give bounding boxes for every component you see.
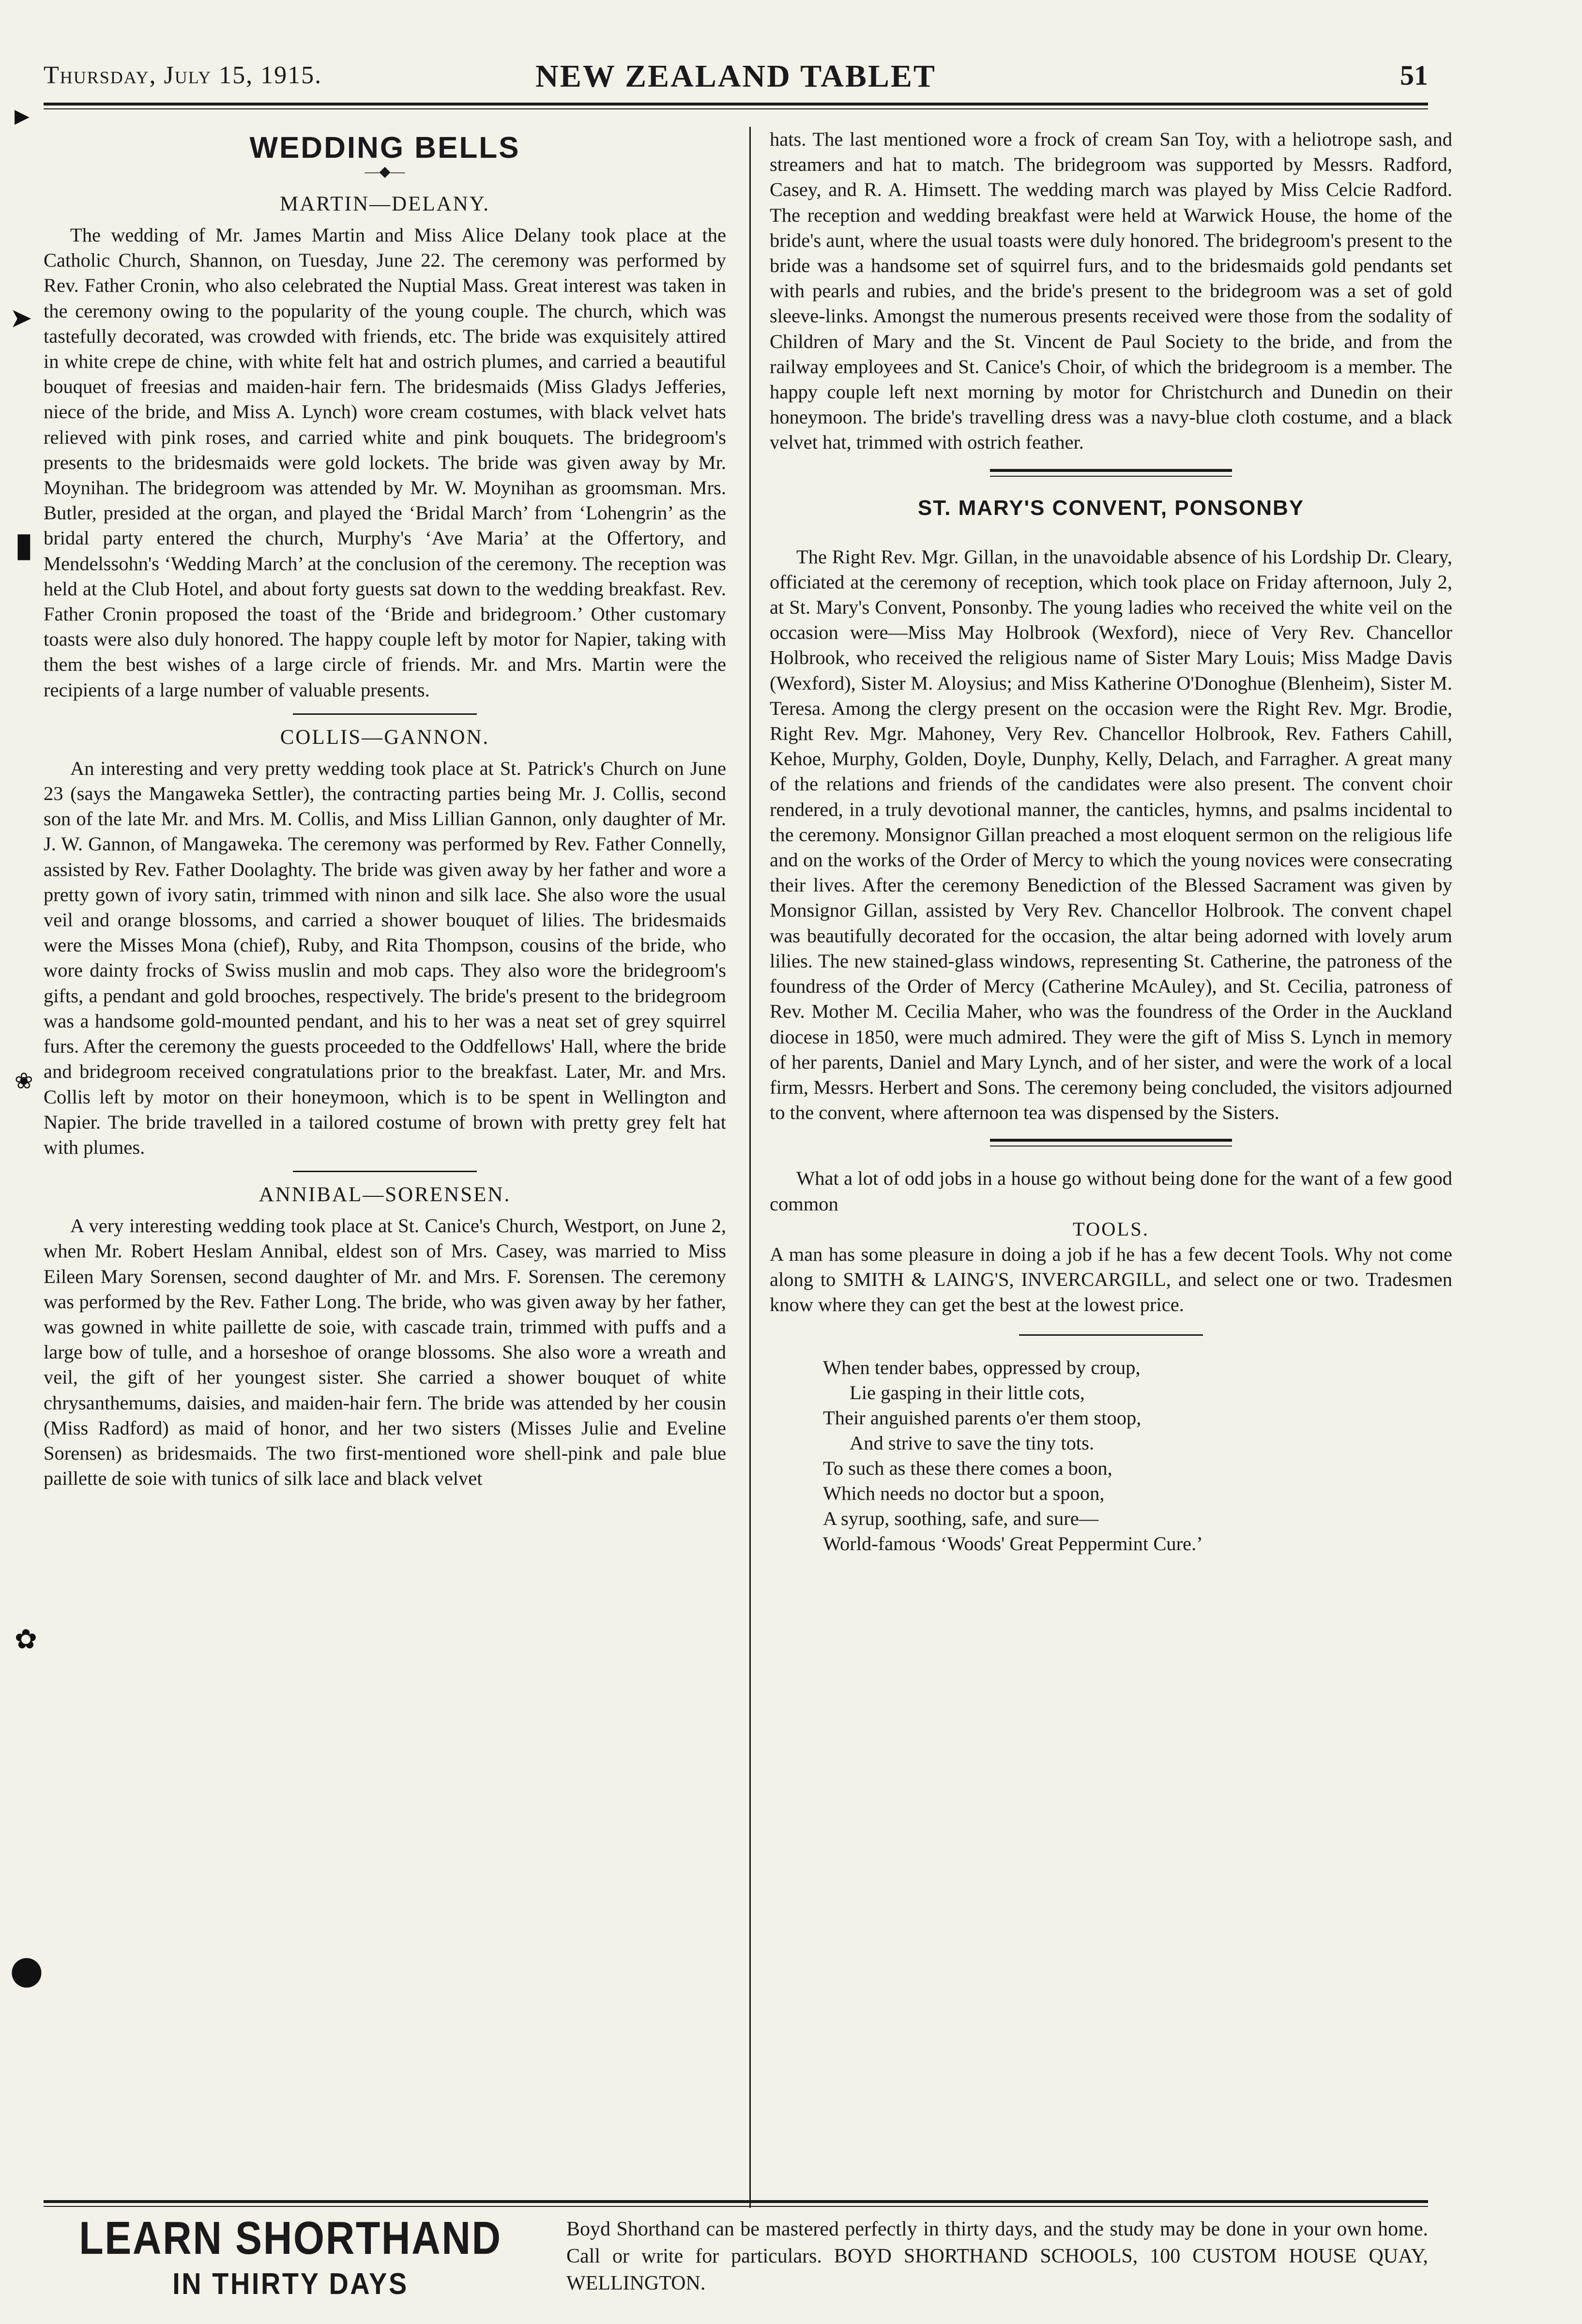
double-rule: [990, 1139, 1232, 1147]
tools-ad-body: A man has some pleasure in doing a job if he has a few decent Tools. Why not come along to SMITH & LAING'S, INVERCARGILL, and select one or two. Tradesmen know where they can get the best at the lowest price.: [770, 1243, 1452, 1316]
article-body-annibal-sorensen: A very interesting wedding took place at St. Canice's Church, Westport, on June 2, when Mr. Robert Heslam Annibal, eldest son of Mrs. Casey, was married to Miss Eileen Mary Sorensen, second daughter of Mr. and Mrs. F. Sorensen. The ceremony was performed by the Rev. Father Long. The bride, who was given away by her father, was gowned in white paillette de soie, with cascade train, trimmed with puffs and a large bow of tulle, and a horseshoe of orange blossoms. She also wore a wreath and veil, the gift of her youngest sister. She carried a shower bouquet of white chrysanthemums, daisies, and maiden-hair fern. The bride was attended by her cousin (Miss Radford) as maid of honor, and her two sisters (Misses Julie and Eveline Sorensen) as bridesmaids. The two first-mentioned wore shell-pink and pale blue paillette de soie with tunics of silk lace and black velvet: [44, 1215, 726, 1490]
divider-rule: [1019, 1334, 1203, 1336]
double-rule: [990, 469, 1232, 477]
fleuron-icon: ✿: [15, 1624, 37, 1655]
masthead: [44, 58, 1428, 102]
shorthand-ad-body: Boyd Shorthand can be mastered perfectly in thirty days, and the study may be done in your own home. Call or write for particulars. BOYD SHORTHAND SCHOOLS, 100 CUSTOM HOUSE QUAY, WELLINGTON.: [566, 2218, 1428, 2294]
pointer-icon: ➤: [10, 302, 32, 334]
bar-icon: ▮: [15, 525, 33, 564]
poem-line: When tender babes, oppressed by croup,: [823, 1356, 1141, 1378]
fleuron-icon: ❀: [15, 1068, 33, 1094]
poem-line: And strive to save the tiny tots.: [850, 1432, 1095, 1454]
page-number: 51: [1400, 60, 1428, 91]
poem-line: World-famous ‘Woods' Great Peppermint Cure.’: [823, 1532, 1203, 1554]
poem-line: Lie gasping in their little cots,: [850, 1381, 1085, 1403]
divider-rule: [293, 1171, 477, 1172]
shorthand-ad-headline-block: [44, 2212, 537, 2304]
tools-ad-intro: What a lot of odd jobs in a house go without being done for the want of a few good common: [770, 1167, 1452, 1215]
ink-blot-icon: ●: [10, 1947, 44, 1992]
shorthand-ad-subline: IN THIRTY DAYS: [172, 2267, 409, 2301]
right-column: [770, 127, 1452, 1556]
article-heading-martin-delany: MARTIN—DELANY.: [280, 193, 490, 215]
diamond-ornament-icon: —◆—: [365, 164, 405, 180]
article-body-annibal-sorensen-continued: hats. The last mentioned wore a frock of cream San Toy, with a heliotrope sash, and streamers and hat to match. The bridegroom was supported by Messrs. Radford, Casey, and R. A. Himsett. The wedding march was played by Miss Celcie Radford. The reception and wedding breakfast were held at Warwick House, the home of the bride's aunt, where the usual toasts were duly honored. The bridegroom's present to the bride was a handsome set of squirrel furs, and to the bridesmaids gold pendants set with pearls and rubies, and the bride's present to the bridegroom was a set of gold sleeve-links. Amongst the numerous presents received were those from the sodality of Children of Mary and the St. Vincent de Paul Society to the bride, and from the railway employees and St. Canice's Choir, of which the bridegroom is a member. The happy couple left next morning by motor for Christchurch and Dunedin on their honeymoon. The bride's travelling dress was a navy-blue cloth costume, and a black velvet hat, trimmed with ostrich feather.: [770, 128, 1452, 453]
poem-line: A syrup, soothing, safe, and sure—: [823, 1507, 1099, 1529]
poem-line: Which needs no doctor but a spoon,: [823, 1482, 1105, 1504]
section-title-st-marys: ST. MARY'S CONVENT, PONSONBY: [917, 496, 1305, 520]
peppermint-cure-poem: [823, 1355, 1452, 1556]
issue-date: Thursday, July 15, 1915.: [44, 61, 322, 89]
left-column: [44, 127, 726, 1491]
poem-line: Their anguished parents o'er them stoop,: [823, 1406, 1141, 1429]
footer-rule-thin: [44, 2206, 1428, 2207]
article-heading-annibal-sorensen: ANNIBAL—SORENSEN.: [259, 1183, 511, 1207]
column-divider: [749, 127, 751, 2208]
section-title-wedding-bells: WEDDING BELLS: [249, 131, 520, 165]
article-body-st-marys: The Right Rev. Mgr. Gillan, in the unavoidable absence of his Lordship Dr. Cleary, officiated at the ceremony of reception, which took place on Friday afternoon, July 2, at St. Mary's Convent, Ponsonby. The young ladies who received the white veil on the occasion were—Miss May Holbrook (Wexford), niece of Very Rev. Chancellor Holbrook, who received the religious name of Sister Mary Louis; Miss Madge Davis (Wexford), Sister M. Aloysius; and Miss Katherine O'Donoghue (Blenheim), Sister M. Teresa. Among the clergy present on the occasion were the Right Rev. Mgr. Brodie, Right Rev. Mgr. Mahoney, Very Rev. Chancellor Holbrook, Rev. Fathers Cahill, Kehoe, Murphy, Golden, Doyle, Dunphy, Kelly, Delach, and Farragher. A great many of the relations and friends of the candidates were also present. The convent choir rendered, in a truly devotional manner, the canticles, hymns, and psalms incidental to the ceremony. Monsignor Gillan preached a most eloquent sermon on the religious life and on the works of the Order of Mercy to which the young novices were consecrating their lives. After the ceremony Benediction of the Blessed Sacrament was given by Monsignor Gillan, assisted by Very Rev. Chancellor Holbrook. The convent chapel was beautifully decorated for the occasion, the altar being adorned with lovely arum lilies. The new stained-glass windows, representing St. Catherine, the patroness of the foundress of the Order of Mercy (Catherine McAuley), and St. Cecilia, patroness of Rev. Mother M. Cecilia Maher, who was the foundress of the Order in the Auckland diocese in 1850, were much admired. They were the gift of Miss S. Lynch in memory of her parents, Daniel and Mary Lynch, and of her sister, and were the work of a local firm, Messrs. Herbert and Sons. The ceremony being concluded, the visitors adjourned to the convent, where afternoon tea was dispensed by the Sisters.: [770, 545, 1452, 1124]
shorthand-advert: [44, 2212, 1428, 2309]
arrow-icon: ▶: [15, 105, 30, 127]
divider-rule: [293, 713, 477, 715]
article-heading-collis-gannon: COLLIS—GANNON.: [280, 725, 490, 749]
masthead-rule-thin: [44, 108, 1428, 109]
footer-rule: [44, 2200, 1428, 2203]
article-body-martin-delany: The wedding of Mr. James Martin and Miss Alice Delany took place at the Catholic Church, Shannon, on Tuesday, June 22. The ceremony was performed by Rev. Father Cronin, who also celebrated the Nuptial Mass. Great interest was taken in the ceremony owing to the popularity of the young couple. The church, which was tastefully decorated, was crowded with friends, etc. The bride was exquisitely attired in white crepe de chine, with white felt hat and ostrich plumes, and carried a beautiful bouquet of freesias and maiden-hair fern. The bridesmaids (Miss Gladys Jefferies, niece of the bride, and Miss A. Lynch) wore cream costumes, with black velvet hats relieved with pink roses, and carried white and pink bouquets. The bridegroom's presents to the bridesmaids were gold lockets. The bride was given away by Mr. Moynihan. The bridegroom was attended by Mr. W. Moynihan as groomsman. Mrs. Butler, presided at the organ, and played the ‘Bridal March’ from ‘Lohengrin’ as the bridal party entered the church, Murphy's ‘Ave Maria’ at the Offertory, and Mendelssohn's ‘Wedding March’ at the conclusion of the ceremony. The reception was held at the Club Hotel, and about forty guests sat down to the wedding breakfast. Rev. Father Cronin proposed the toast of the ‘Bride and bridegroom.’ Other customary toasts were also duly honored. The happy couple left by motor for Napier, taking with them the best wishes of a large circle of friends. Mr. and Mrs. Martin were the recipients of a large number of valuable presents.: [44, 224, 726, 701]
shorthand-ad-headline: LEARN SHORTHAND: [79, 2212, 502, 2264]
masthead-rule: [44, 103, 1428, 106]
article-body-collis-gannon: An interesting and very pretty wedding took place at St. Patrick's Church on June 23 (says the Mangaweka Settler), the contracting parties being Mr. J. Collis, second son of the late Mr. and Mrs. M. Collis, and Miss Lillian Gannon, only daughter of Mr. J. W. Gannon, of Mangaweka. The ceremony was performed by Rev. Father Connelly, assisted by Rev. Father Doolaghty. The bride was given away by her father and wore a pretty gown of ivory satin, trimmed with ninon and silk lace. She also wore the usual veil and orange blossoms, and carried a shower bouquet of lilies. The bridesmaids were the Misses Mona (chief), Ruby, and Rita Thompson, cousins of the bride, who wore dainty frocks of Swiss muslin and mob caps. They also wore the bridegroom's gifts, a pendant and gold brooches, respectively. The bride's present to the bridegroom was a handsome gold-mounted pendant, and his to her was a neat set of grey squirrel furs. After the ceremony the guests proceeded to the Oddfellows' Hall, where the bride and bridegroom received congratulations prior to the breakfast. Later, Mr. and Mrs. Collis left by motor on their honeymoon, which is to be spent in Wellington and Napier. The bride travelled in a tailored costume of brown with pretty grey felt hat with plumes.: [44, 757, 726, 1158]
tools-ad-heading: TOOLS.: [1073, 1218, 1149, 1240]
newspaper-title: NEW ZEALAND TABLET: [535, 59, 936, 94]
poem-line: To such as these there comes a boon,: [823, 1457, 1112, 1479]
